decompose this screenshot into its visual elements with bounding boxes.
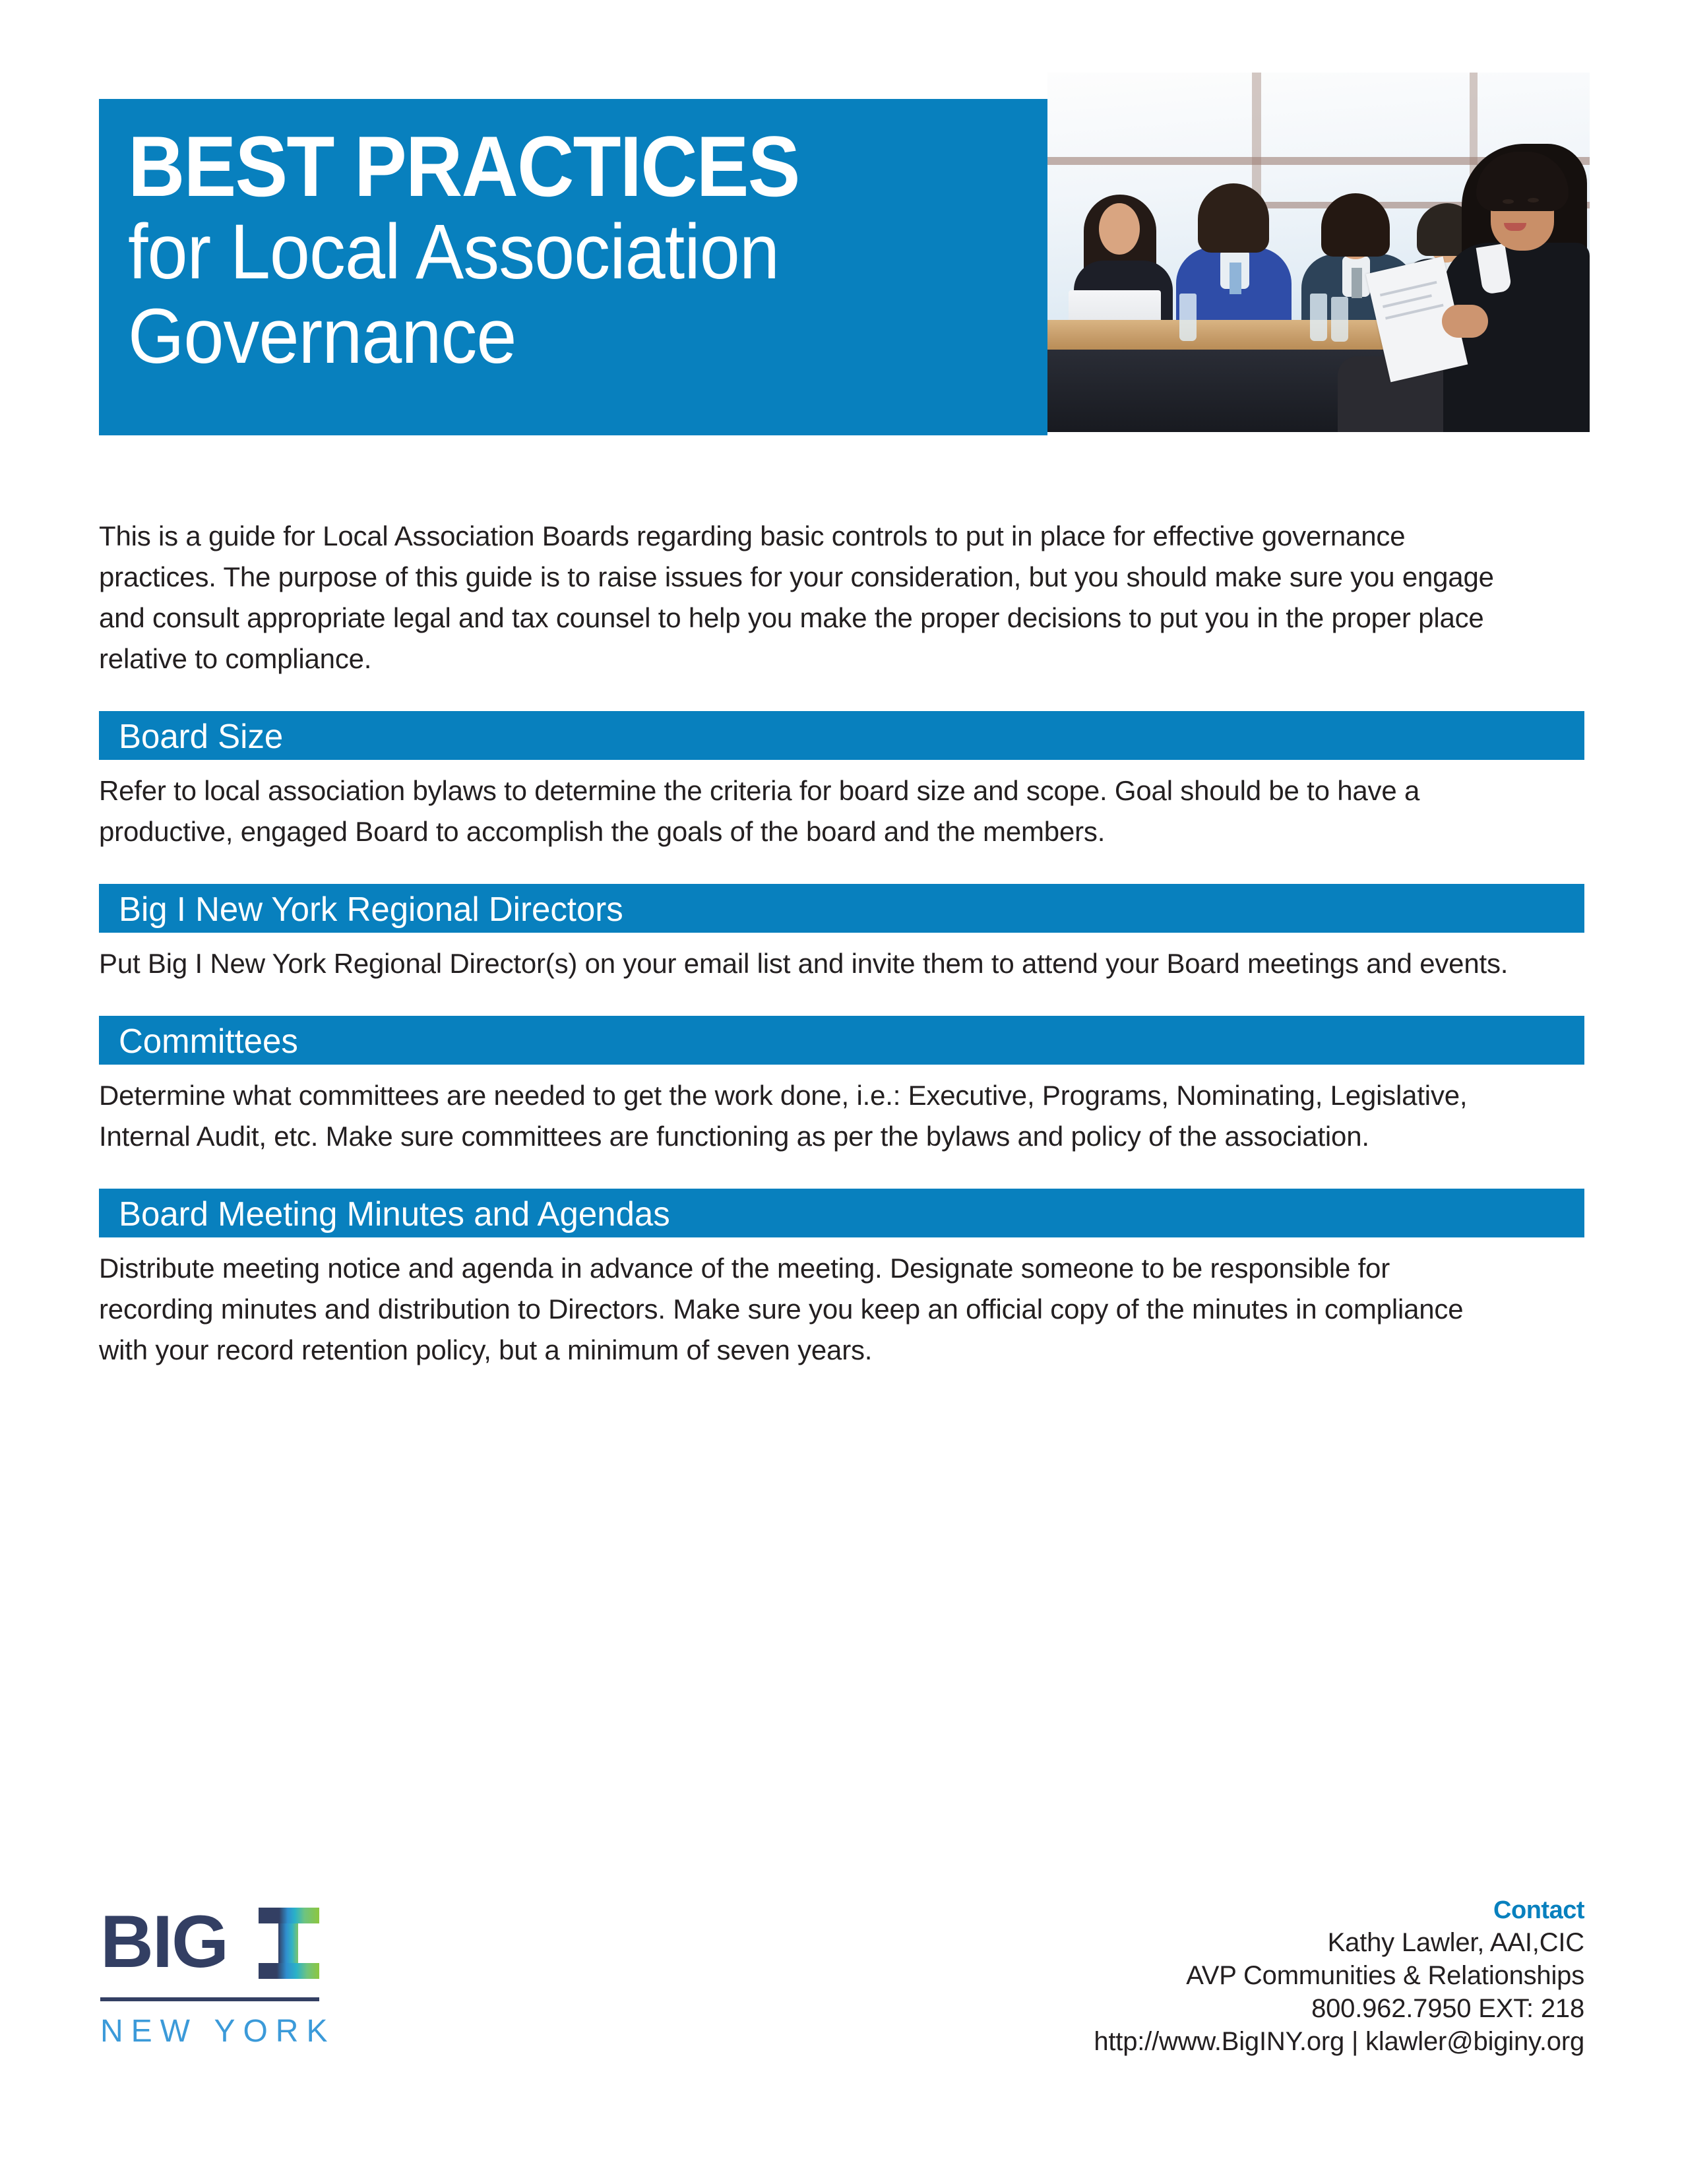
- title-block: [99, 99, 1047, 435]
- section-heading-label: Big I New York Regional Directors: [119, 890, 623, 929]
- section-heading-bar: [99, 1016, 1584, 1065]
- foreground-person-hand: [1442, 305, 1488, 338]
- section-body-text: Refer to local association bylaws to determine the criteria for board size and scope. Goal should be to have a productive, engaged Board to accomplish the goals of the board and the members.: [99, 775, 1420, 847]
- paper-line: [1385, 303, 1444, 319]
- board-meeting-photo: [1047, 73, 1590, 432]
- page-title-line-2: for Local Association: [128, 208, 779, 296]
- water-glass: [1179, 294, 1197, 341]
- person-3-hair: [1321, 193, 1390, 257]
- logo-i-stem: [278, 1923, 298, 1963]
- contact-role: AVP Communities & Relationships: [1186, 1961, 1584, 1990]
- big-i-new-york-logo: [100, 1900, 364, 2057]
- page-footer: [0, 1873, 1682, 2137]
- page-header: [0, 0, 1682, 462]
- logo-big-text: BIG: [100, 1900, 228, 1983]
- section-regional-directors: [99, 884, 1584, 984]
- page-title-line-1: BEST PRACTICES: [128, 118, 799, 214]
- contact-name: Kathy Lawler, AAI,CIC: [1327, 1928, 1584, 1957]
- section-board-size: [99, 711, 1584, 852]
- intro-paragraph: This is a guide for Local Association Boards regarding basic controls to put in place for effective governance practices. The purpose of this guide is to raise issues for your consideration, but you should make sure you engage and consult appropriate legal and tax counsel to help you make the proper decisions to put you in the proper place relative to compliance.: [99, 520, 1494, 674]
- page-title-line-3: Governance: [128, 293, 516, 380]
- person-3-tie: [1352, 268, 1362, 298]
- section-heading-bar: [99, 1189, 1584, 1237]
- person-1-face: [1099, 203, 1140, 255]
- section-heading-bar: [99, 884, 1584, 933]
- logo-i-bottom-bar: [259, 1963, 319, 1979]
- logo-i-mark-icon: [259, 1908, 319, 1979]
- contact-label: Contact: [1493, 1896, 1584, 1924]
- paper-line: [1383, 294, 1432, 308]
- section-heading-bar: [99, 711, 1584, 760]
- person-2-hair: [1198, 183, 1269, 253]
- contact-block: [859, 1894, 1584, 2058]
- section-body-text: Determine what committees are needed to get the work done, i.e.: Executive, Programs, Nominating, Legislative, Internal Audit, etc. Make sure committees are functioning as per the bylaws and policy of the association.: [99, 1080, 1468, 1152]
- water-glass: [1331, 297, 1348, 342]
- contact-links[interactable]: http://www.BigINY.org | klawler@biginy.org: [1094, 2027, 1584, 2056]
- contact-phone: 800.962.7950 EXT: 218: [1311, 1994, 1584, 2023]
- section-heading-label: Board Meeting Minutes and Agendas: [119, 1195, 670, 1233]
- section-body-text: Put Big I New York Regional Director(s) on your email list and invite them to attend your Board meetings and events.: [99, 948, 1509, 979]
- foreground-person-eye: [1503, 199, 1514, 204]
- section-committees: [99, 1016, 1584, 1157]
- document-body: [99, 488, 1584, 1398]
- water-glass: [1310, 294, 1327, 341]
- section-heading-label: Committees: [119, 1022, 298, 1061]
- section-body-text: Distribute meeting notice and agenda in advance of the meeting. Designate someone to be responsible for recording minutes and distribution to Directors. Make sure you keep an official copy of the minutes in compliance with your record retention policy, but a minimum of seven years.: [99, 1253, 1464, 1365]
- foreground-person-eye: [1528, 198, 1539, 203]
- logo-i-top-bar: [259, 1908, 319, 1923]
- logo-locality-text: NEW YORK: [100, 2014, 336, 2049]
- section-minutes-agendas: [99, 1189, 1584, 1371]
- section-heading-label: Board Size: [119, 718, 284, 756]
- person-2-tie: [1230, 263, 1241, 294]
- logo-divider: [100, 1997, 319, 2001]
- logo-wordmark: [100, 1900, 364, 1983]
